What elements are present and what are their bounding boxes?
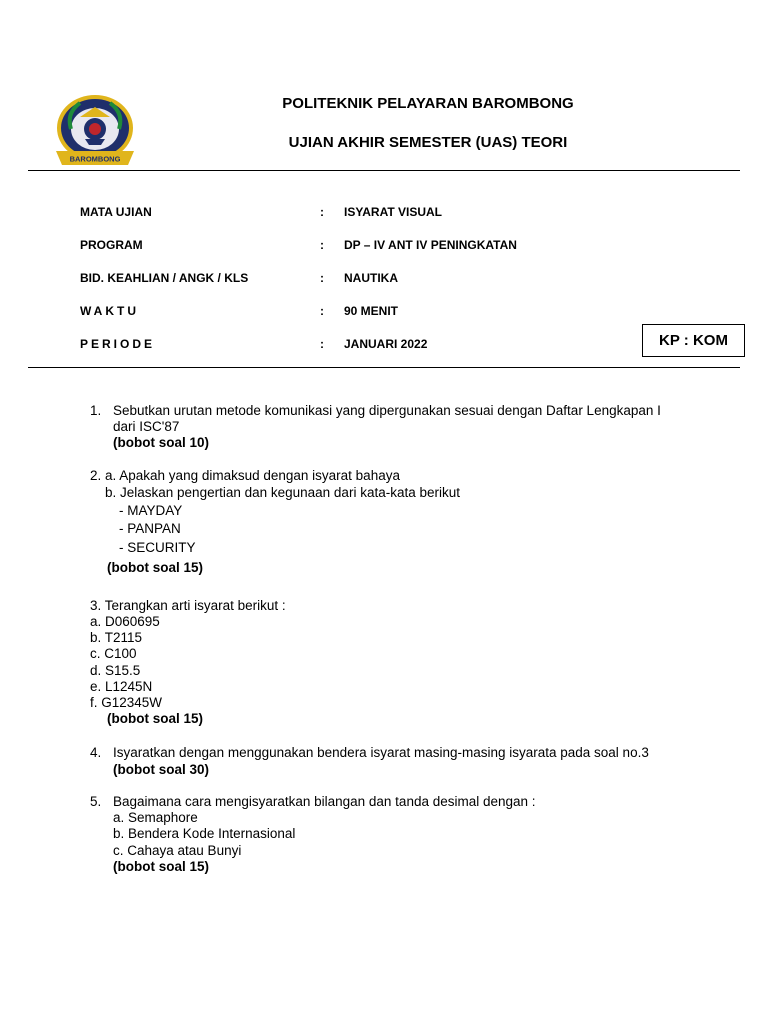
question-5-item-c: c. Cahaya atau Bunyi (113, 843, 242, 858)
question-3-item-b: b. T2115 (90, 630, 143, 645)
question-5-number: 5. (90, 794, 102, 809)
question-1-line-1: Sebutkan urutan metode komunikasi yang dipergunakan sesuai dengan Daftar Lengkapan I (113, 403, 661, 418)
question-5-text: Bagaimana cara mengisyaratkan bilangan dan tanda desimal dengan : (113, 794, 536, 809)
info-value-periode: JANUARI 2022 (344, 337, 428, 351)
info-label-bidang-keahlian: BID. KEAHLIAN / ANGK / KLS (80, 271, 249, 285)
info-colon: : (320, 271, 324, 285)
logo-banner-text: BAROMBONG (69, 154, 121, 164)
exam-title: UJIAN AKHIR SEMESTER (UAS) TEORI (288, 134, 568, 151)
question-5-item-b: b. Bendera Kode Internasional (113, 826, 296, 841)
info-colon: : (320, 238, 324, 252)
info-colon: : (320, 337, 324, 351)
info-value-mata-ujian: ISYARAT VISUAL (344, 205, 443, 219)
question-2-item-mayday: - MAYDAY (119, 503, 183, 518)
question-3-item-d: d. S15.5 (90, 663, 141, 678)
info-label-waktu: WAKTU (80, 304, 139, 318)
info-label-program: PROGRAM (80, 238, 143, 252)
question-4-number: 4. (90, 745, 102, 760)
info-value-program: DP – IV ANT IV PENINGKATAN (344, 238, 517, 252)
question-3-item-f: f. G12345W (90, 695, 163, 710)
question-1-weight: (bobot soal 10) (113, 435, 210, 450)
question-3-intro: 3. Terangkan arti isyarat berikut : (90, 598, 286, 613)
question-4-weight: (bobot soal 30) (113, 762, 210, 777)
question-2-item-panpan: - PANPAN (119, 521, 181, 536)
question-3-item-c: c. C100 (90, 646, 137, 661)
kp-code-box: KP : KOM (642, 324, 745, 357)
info-label-periode: PERIODE (80, 337, 156, 351)
question-3-weight: (bobot soal 15) (107, 711, 204, 726)
institution-title: POLITEKNIK PELAYARAN BAROMBONG (282, 95, 574, 112)
question-3-item-a: a. D060695 (90, 614, 160, 629)
question-1-line-2: dari ISC'87 (113, 419, 180, 434)
question-2-part-a: 2. a. Apakah yang dimaksud dengan isyarat bahaya (90, 468, 400, 483)
question-3-item-e: e. L1245N (90, 679, 153, 694)
header-divider (28, 170, 740, 171)
question-2-weight: (bobot soal 15) (107, 560, 204, 575)
question-1-number: 1. (90, 403, 102, 418)
info-colon: : (320, 205, 324, 219)
question-2-item-security: - SECURITY (119, 540, 196, 555)
question-5-weight: (bobot soal 15) (113, 859, 210, 874)
info-colon: : (320, 304, 324, 318)
info-divider (28, 367, 740, 368)
question-5-item-a: a. Semaphore (113, 810, 198, 825)
question-2-part-b: b. Jelaskan pengertian dan kegunaan dari kata-kata berikut (105, 485, 460, 500)
info-value-waktu: 90 MENIT (344, 304, 399, 318)
info-value-bidang-keahlian: NAUTIKA (344, 271, 398, 285)
question-4-text: Isyaratkan dengan menggunakan bendera isyarat masing-masing isyarata pada soal no.3 (113, 745, 649, 760)
info-label-mata-ujian: MATA UJIAN (80, 205, 152, 219)
